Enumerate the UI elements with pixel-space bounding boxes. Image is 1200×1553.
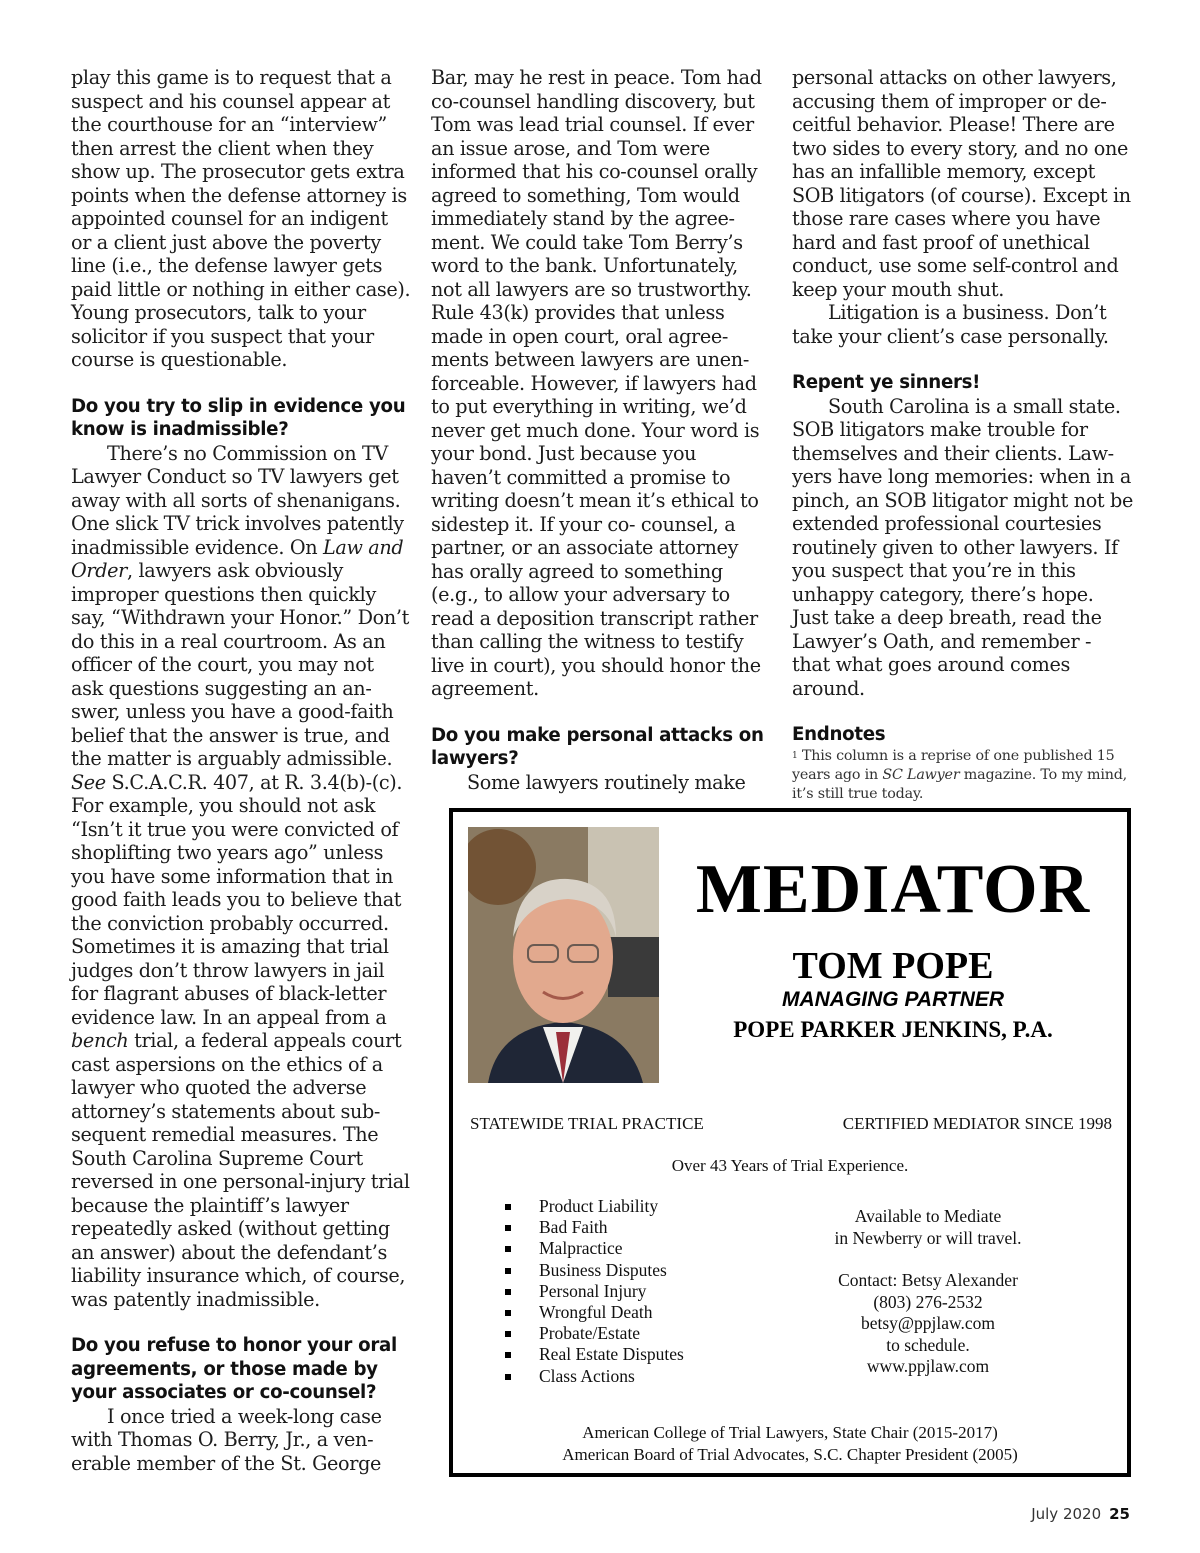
footnote: $^1$ This column is a reprise of one published 15 years ago in SC Lawyer magazine. To my mind, it’s still true today. — [792, 747, 1128, 802]
contact-email: betsy@ppjlaw.com — [860, 1313, 996, 1333]
paragraph: South Carolina is a small state. SOB litigators make trouble for themselves and their clients. Lawyers have long memories: when in a pinch, an SOB litigator might not be extended professional courtesies routinely given to other lawyers. If you suspect that you’re in this unhappy category, there’s hope. Just take a deep breath, read the Lawyer’s Oath, and remember - that what goes around comes around. — [792, 394, 1133, 700]
practice-area-list — [505, 1196, 684, 1387]
contact-name: Contact: Betsy Alexander — [838, 1270, 1018, 1290]
credential-line: American College of Trial Lawyers, State Chair (2015-2017) — [582, 1423, 998, 1442]
list-item: Bad Faith — [505, 1217, 684, 1238]
paragraph: Litigation is a business. Don’t take your client’s case personally. — [792, 301, 1109, 348]
article-column-1 — [71, 66, 411, 1475]
mediator-advertisement — [449, 808, 1131, 1477]
availability-line: Available to Mediate — [854, 1206, 1002, 1226]
article-column-2 — [431, 66, 771, 794]
bullet-icon — [505, 1289, 511, 1295]
bullet-icon — [505, 1331, 511, 1337]
endnotes-heading: Endnotes — [792, 724, 886, 745]
section-heading: Do you refuse to honor your oral agreements, or those made by your associates or co-counsel? — [71, 1335, 397, 1403]
paragraph: There’s no Commission on TV Lawyer Conduct so TV lawyers get away with all sorts of shenanigans. One slick TV trick involves patently inadmissible evidence. On Law and Order, lawyers ask obviously improper questions then quickly say, “Withdrawn your Honor.” Don’t do this in a real courtroom. As an officer of the court, you may not ask questions suggesting an answer, unless you have a good-faith belief that the answer is true, and the matter is arguably admissible. See S.C.A.C.R. 407, at R. 3.4(b)-(c). For example, you should not ask “Isn’t it true you were convicted of shoplifting two years ago” unless you have some information that in good faith leads you to believe that the conviction probably occurred. Sometimes it is amazing that trial judges don’t throw lawyers in jail for flagrant abuses of black-letter evidence law. In an appeal from a bench trial, a federal appeals court cast aspersions on the ethics of a lawyer who quoted the adverse attorney’s statements about subsequent remedial measures. The South Carolina Supreme Court reversed in one personal-injury trial because the plaintiff’s lawyer repeatedly asked (without getting an answer) about the defendant’s liability insurance which, of course, was patently inadmissible. — [71, 441, 410, 1311]
article-column-3 — [792, 66, 1134, 804]
section-heading: Repent ye sinners! — [792, 372, 981, 393]
list-item: Malpractice — [505, 1238, 684, 1259]
page-footer — [1031, 1505, 1130, 1523]
paragraph: I once tried a week-long case with Thomas O. Berry, Jr., a venerable member of the St. George — [71, 1404, 382, 1475]
list-item: Probate/Estate — [505, 1323, 684, 1344]
page-number: 25 — [1109, 1505, 1130, 1523]
list-item: Business Disputes — [505, 1260, 684, 1281]
contact-website: www.ppjlaw.com — [866, 1356, 990, 1376]
bullet-icon — [505, 1310, 511, 1316]
bullet-icon — [505, 1374, 511, 1380]
portrait-photo — [468, 827, 659, 1083]
list-item: Wrongful Death — [505, 1302, 684, 1323]
section-heading: Do you make personal attacks on lawyers? — [431, 724, 764, 769]
ad-title: MEDIATOR — [695, 851, 1091, 928]
paragraph: personal attacks on other lawyers, accusing them of improper or deceitful behavior. Please! There are two sides to every story, and no one has an infallible memory, except SOB litigators (of course). Except in those rare cases where you have hard and fast proof of unethical conduct, use some self-control and keep your mouth shut. — [792, 66, 1131, 301]
bullet-icon — [505, 1352, 511, 1358]
list-item: Real Estate Disputes — [505, 1344, 684, 1365]
ad-name: TOM POPE — [792, 945, 994, 987]
list-item: Product Liability — [505, 1196, 684, 1217]
ad-experience: Over 43 Years of Trial Experience. — [671, 1156, 909, 1175]
paragraph: Bar, may he rest in peace. Tom had co-counsel handling discovery, but Tom was lead trial counsel. If ever an issue arose, and Tom were informed that his co-counsel orally agreed to something, Tom would immediately stand by the agreement. We could take Tom Berry’s word to the bank. Unfortunately, not all lawyers are so trustworthy. Rule 43(k) provides that unless made in open court, oral agreements between lawyers are unenforceable. However, if lawyers had to put everything in writing, we’d never get much done. Your word is your bond. Just because you haven’t committed a promise to writing doesn’t mean it’s ethical to sidestep it. If your co- counsel, a partner, or an associate attorney has orally agreed to something (e.g., to allow your adversary to read a deposition transcript rather than calling the witness to testify live in court), you should honor the agreement. — [431, 66, 762, 700]
paragraph: play this game is to request that a suspect and his counsel appear at the courthouse for an “interview” then arrest the client when they show up. The prosecutor gets extra points when the defense attorney is appointed counsel for an indigent or a client just above the poverty line (i.e., the defense lawyer gets paid little or nothing in either case). Young prosecutors, talk to your solicitor if you suspect that your course is questionable. — [71, 66, 411, 371]
ad-credentials — [453, 1422, 1127, 1465]
section-heading: Do you try to slip in evidence you know is inadmissible? — [71, 395, 406, 440]
availability-line: in Newberry or will travel. — [834, 1227, 1022, 1248]
credential-line: American Board of Trial Advocates, S.C. Chapter President (2005) — [562, 1444, 1018, 1464]
ad-firm: POPE PARKER JENKINS, P.A. — [733, 1017, 1053, 1042]
bullet-icon — [505, 1268, 511, 1274]
list-item: Personal Injury — [505, 1281, 684, 1302]
bullet-icon — [505, 1225, 511, 1231]
portrait-illustration — [468, 827, 659, 1083]
ad-tagline-right: CERTIFIED MEDIATOR SINCE 1998 — [842, 1114, 1112, 1133]
list-item: Class Actions — [505, 1366, 684, 1387]
ad-role: MANAGING PARTNER — [781, 988, 1005, 1011]
ad-contact-block — [783, 1206, 1073, 1378]
issue-date: July 2020 — [1031, 1505, 1102, 1523]
ad-tagline-left: STATEWIDE TRIAL PRACTICE — [470, 1114, 704, 1133]
contact-phone: (803) 276-2532 — [873, 1291, 983, 1312]
contact-schedule: to schedule. — [886, 1334, 970, 1355]
paragraph: Some lawyers routinely make — [467, 770, 746, 794]
bullet-icon — [505, 1246, 511, 1252]
bullet-icon — [505, 1204, 511, 1210]
